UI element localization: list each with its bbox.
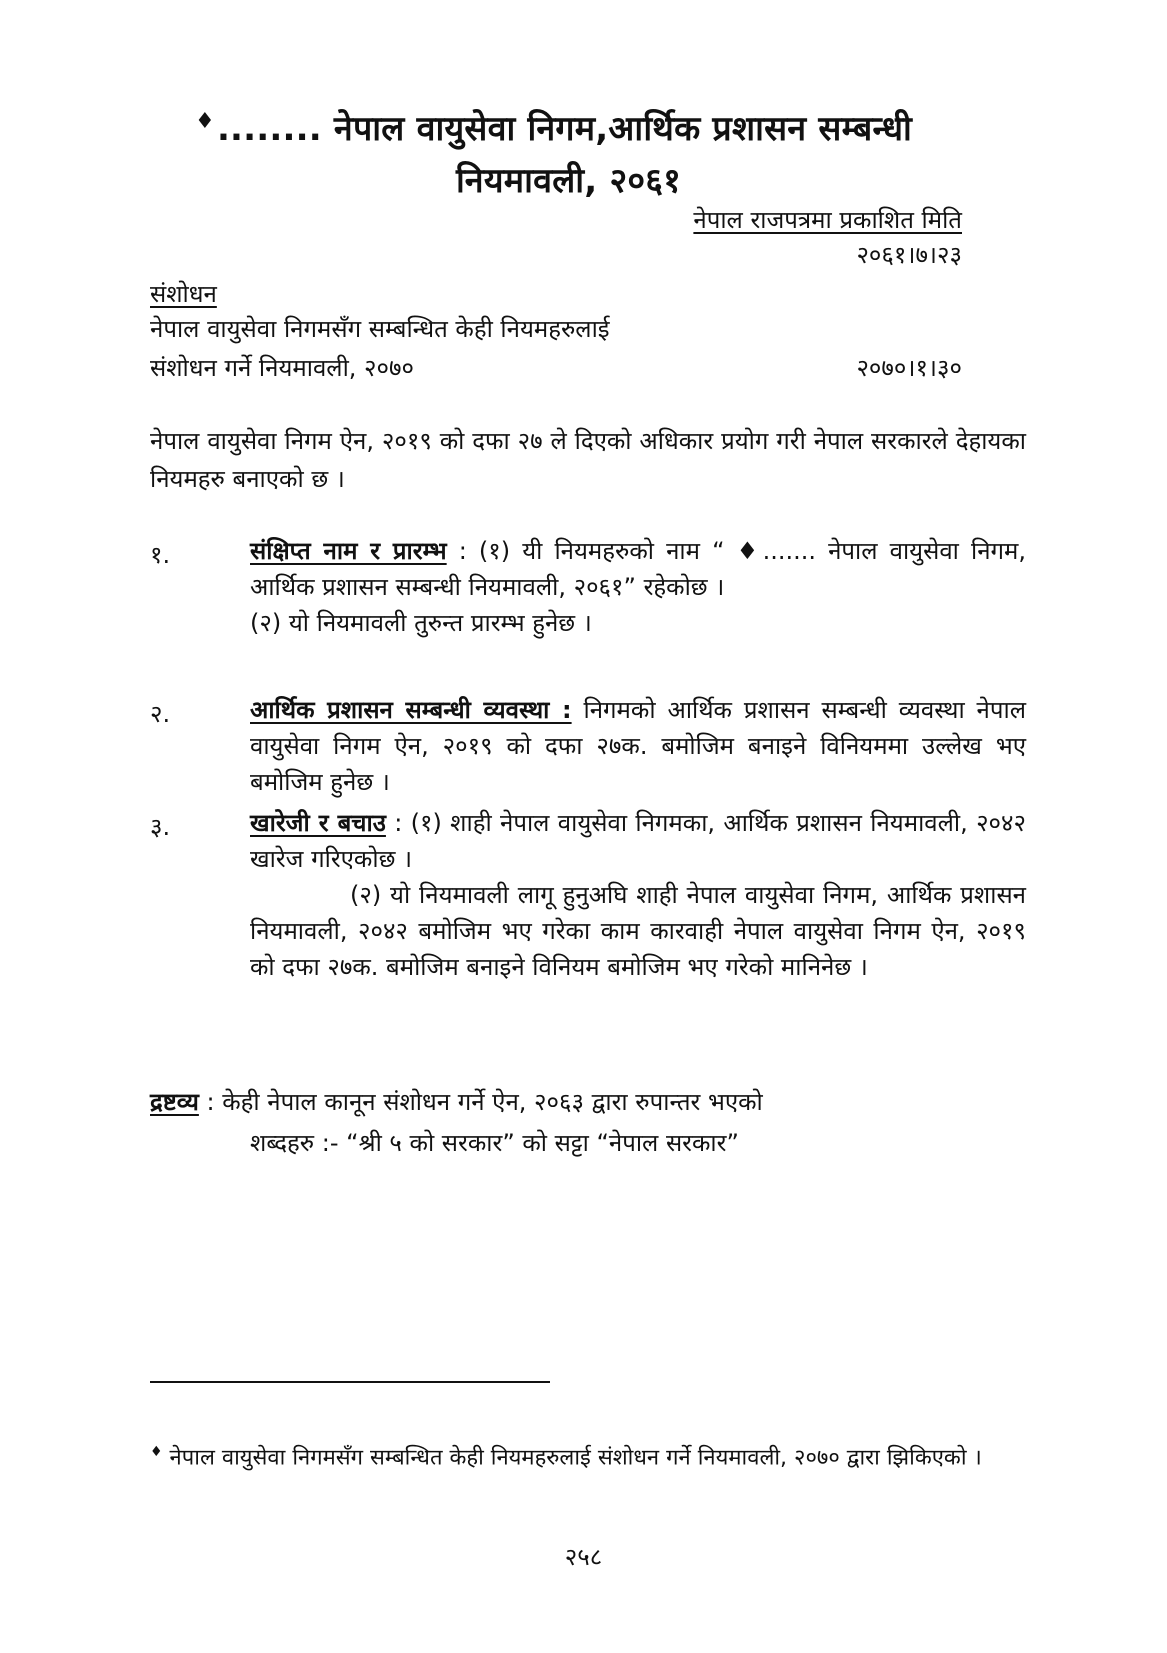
amendment-heading: संशोधन — [150, 280, 217, 308]
note-text: : केही नेपाल कानून संशोधन गर्ने ऐन, २०६३ द्वारा रुपान्तर भएको — [198, 1088, 763, 1116]
page-number: २५८ — [564, 1543, 603, 1571]
rule-1 — [250, 533, 1026, 641]
rule-2-text: निगमको आर्थिक प्रशासन सम्बन्धी व्यवस्था नेपाल वायुसेवा निगम ऐन, २०१९ को दफा २७क. बमोजिम बनाइने विनियममा उल्लेख भए बमोजिम हुनेछ । — [250, 696, 1026, 796]
rule-1-sub: (२) यो नियमावली तुरुन्त प्रारम्भ हुनेछ । — [250, 609, 592, 637]
preamble: नेपाल वायुसेवा निगम ऐन, २०१९ को दफा २७ ले दिएको अधिकार प्रयोग गरी नेपाल सरकारले देहायका नियमहरु बनाएको छ । — [150, 427, 1026, 493]
amendment-line-1: नेपाल वायुसेवा निगमसँग सम्बन्धित केही नियमहरुलाई — [150, 315, 610, 343]
rule-2-number: २. — [150, 700, 171, 728]
rule-2-heading: आर्थिक प्रशासन सम्बन्धी व्यवस्था : — [250, 696, 572, 724]
gazette-date: २०६१।७।२३ — [856, 241, 962, 269]
rule-2 — [250, 692, 1026, 800]
note — [150, 1085, 1026, 1118]
note-line-2: शब्दहरु :- “श्री ५ को सरकार” को सट्टा “नेपाल सरकार” — [250, 1129, 739, 1157]
footnote — [150, 1433, 1010, 1477]
amendment-line-2: संशोधन गर्ने नियमावली, २०७० — [150, 354, 414, 382]
gazette-label: नेपाल राजपत्रमा प्रकाशित मिति — [693, 206, 962, 234]
footnote-text: नेपाल वायुसेवा निगमसँग सम्बन्धित केही नियमहरुलाई संशोधन गर्ने नियमावली, २०७० द्वारा झिकिएको । — [162, 1445, 982, 1471]
rule-3-number: ३. — [150, 813, 171, 841]
footnote-divider — [150, 1381, 550, 1383]
rule-1-text: : (१) यी नियमहरुको नाम “ ♦....... नेपाल वायुसेवा निगम, आर्थिक प्रशासन सम्बन्धी नियमावली, २०६१” रहेकोछ । — [250, 537, 1027, 601]
amendment-date: २०७०।१।३० — [856, 354, 962, 382]
note-label: द्रष्टव्य — [150, 1088, 199, 1116]
rule-3-text: : (१) शाही नेपाल वायुसेवा निगमका, आर्थिक प्रशासन नियमावली, २०४२ खारेज गरिएकोछ । — [250, 809, 1026, 873]
rule-3-heading: खारेजी र बचाउ — [250, 809, 386, 837]
title-line-1: ♦........ नेपाल वायुसेवा निगम,आर्थिक प्रशासन सम्बन्धी — [195, 108, 912, 149]
rule-1-number: १. — [150, 541, 171, 569]
title-line-2: नियमावली, २०६१ — [456, 161, 681, 201]
rule-3 — [250, 805, 1026, 985]
rule-3-sub: (२) यो नियमावली लागू हुनुअघि शाही नेपाल वायुसेवा निगम, आर्थिक प्रशासन नियमावली, २०४२ बमोजिम भए गरेका काम कारवाही नेपाल वायुसेवा निगम ऐन, २०१९ को दफा २७क. बमोजिम बनाइने विनियम बमोजिम भए गरेको मानिनेछ । — [250, 881, 1026, 981]
rule-1-heading: संक्षिप्त नाम र प्रारम्भ — [250, 537, 447, 565]
footnote-diamond-icon: ♦ — [150, 1444, 163, 1460]
diamond-icon: ♦ — [195, 108, 215, 134]
